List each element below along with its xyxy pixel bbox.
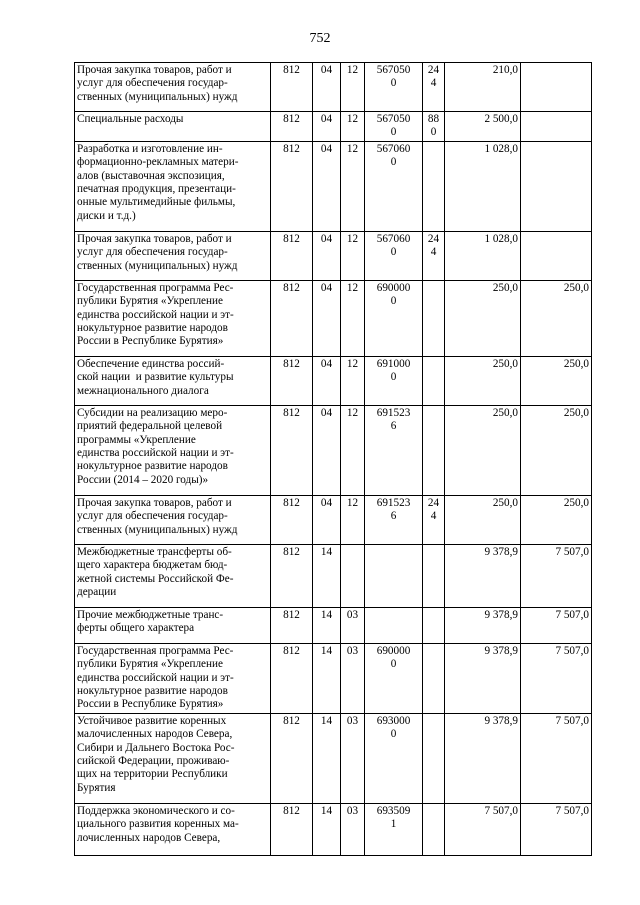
row-name-text: Поддержка экономического и со- циального развития коренных ма- лочисленных народов Севера, [77,804,239,844]
budget-table [74,62,592,856]
row-section-code-text: 14 [320,714,333,727]
row-amount-2-text: 7 507,0 [555,644,589,657]
row-subsection-code-text: 12 [346,232,359,245]
row-subsection-code-text: 12 [346,142,359,155]
row-subsection-code-text: 03 [346,608,359,621]
table-row [75,607,592,643]
row-expense-type-code [423,643,445,713]
row-name-text: Субсидии на реализацию меро- приятий федеральной целевой программы «Укрепление единства российской нации и эт- нокультурное развитие народов России (2014 – 2020 годы)» [77,406,234,486]
row-grbs-code-text: 812 [283,804,300,817]
row-name-text: Прочая закупка товаров, работ и услуг для обеспечения государ- ственных (муниципальных) нужд [77,232,238,272]
row-amount-1 [445,231,521,280]
table-row [75,231,592,280]
row-section-code [313,112,341,142]
row-grbs-code [271,803,313,855]
row-amount-1 [445,495,521,544]
row-subsection-code [341,63,365,112]
row-grbs-code [271,643,313,713]
row-subsection-code [341,112,365,142]
row-section-code [313,495,341,544]
row-grbs-code-text: 812 [283,232,300,245]
row-grbs-code [271,713,313,803]
row-expense-type-code-text: 24 4 [427,232,440,259]
table-row [75,495,592,544]
row-section-code-text: 04 [320,64,333,76]
row-amount-2 [521,803,592,855]
row-target-article-code-text: 691523 6 [376,496,411,523]
row-amount-1 [445,280,521,356]
row-section-code-text: 04 [320,406,333,419]
row-expense-type-code [423,544,445,607]
row-amount-1-text: 1 028,0 [484,142,518,155]
row-amount-1-text: 1 028,0 [484,232,518,245]
table-row [75,112,592,142]
row-amount-1-text: 9 378,9 [484,714,518,727]
row-grbs-code-text: 812 [283,608,300,621]
row-expense-type-code-text: 88 0 [427,113,440,139]
table-row [75,63,592,112]
table-row [75,713,592,803]
row-subsection-code [341,405,365,495]
row-amount-1-text: 250,0 [492,406,518,419]
row-name-text: Государственная программа Рес- публики Бурятия «Укрепление единства российской нации и эт- нокультурное развитие народов России в Республике Бурятия» [77,644,234,711]
row-subsection-code [341,495,365,544]
row-section-code-text: 04 [320,142,333,155]
row-subsection-code-text: 12 [346,357,359,370]
row-subsection-code-text: 12 [346,64,359,76]
row-expense-type-code [423,141,445,231]
row-section-code-text: 04 [320,357,333,370]
row-amount-2-text: 250,0 [563,281,589,294]
row-subsection-code [341,280,365,356]
row-target-article-code [365,495,423,544]
row-amount-2 [521,280,592,356]
table-row [75,141,592,231]
row-amount-2 [521,112,592,142]
row-amount-1-text: 9 378,9 [484,608,518,621]
row-name-text: Прочие межбюджетные транс- ферты общего характера [77,608,224,635]
row-target-article-code-text: 693509 1 [376,804,411,831]
row-target-article-code [365,356,423,405]
row-section-code-text: 14 [320,644,333,657]
row-subsection-code [341,803,365,855]
row-grbs-code [271,112,313,142]
row-section-code-text: 14 [320,545,333,558]
row-subsection-code-text: 03 [346,644,359,657]
row-amount-1-text: 250,0 [492,281,518,294]
row-expense-type-code [423,231,445,280]
row-grbs-code [271,63,313,112]
row-grbs-code [271,405,313,495]
table-row [75,544,592,607]
row-grbs-code-text: 812 [283,357,300,370]
row-target-article-code [365,112,423,142]
row-name [75,141,271,231]
row-target-article-code [365,713,423,803]
budget-table-body [75,63,592,856]
row-section-code-text: 14 [320,608,333,621]
table-row [75,356,592,405]
row-amount-1-text: 2 500,0 [484,113,518,125]
row-amount-2-text: 7 507,0 [555,804,589,817]
row-grbs-code-text: 812 [283,406,300,419]
row-amount-1 [445,356,521,405]
row-grbs-code [271,495,313,544]
row-section-code [313,63,341,112]
row-subsection-code [341,544,365,607]
row-amount-1 [445,112,521,142]
row-expense-type-code [423,713,445,803]
row-name-text: Обеспечение единства россий- ской нации и развитие культуры межнационального диалога [77,357,234,397]
row-amount-1 [445,803,521,855]
row-amount-1 [445,607,521,643]
row-target-article-code [365,803,423,855]
row-name [75,643,271,713]
row-section-code [313,643,341,713]
row-amount-1 [445,643,521,713]
row-section-code [313,280,341,356]
row-grbs-code [271,356,313,405]
row-subsection-code-text: 03 [346,714,359,727]
row-expense-type-code [423,280,445,356]
row-expense-type-code [423,495,445,544]
table-row [75,405,592,495]
row-section-code [313,356,341,405]
row-target-article-code-text: 691000 0 [376,357,411,384]
row-section-code-text: 14 [320,804,333,817]
row-grbs-code [271,280,313,356]
row-name-text: Разработка и изготовление ин- формационно-рекламных матери- алов (выставочная экспозиция, печатная продукция, презентаци- онные мультимедийные фильмы, диски и т.д.) [77,142,239,222]
row-target-article-code-text: 567050 0 [376,113,411,139]
row-grbs-code-text: 812 [283,545,300,558]
row-target-article-code [365,231,423,280]
row-target-article-code [365,141,423,231]
row-grbs-code-text: 812 [283,496,300,509]
table-row [75,803,592,855]
row-amount-2 [521,141,592,231]
row-name [75,280,271,356]
row-grbs-code-text: 812 [283,113,300,125]
row-amount-1-text: 7 507,0 [484,804,518,817]
row-target-article-code [365,643,423,713]
row-amount-2 [521,356,592,405]
row-name [75,607,271,643]
row-expense-type-code [423,356,445,405]
row-target-article-code-text: 567060 0 [376,142,411,169]
row-target-article-code [365,405,423,495]
row-amount-1 [445,544,521,607]
table-row [75,280,592,356]
row-subsection-code-text: 12 [346,496,359,509]
row-grbs-code [271,141,313,231]
row-target-article-code [365,63,423,112]
row-grbs-code [271,231,313,280]
row-amount-2 [521,713,592,803]
row-target-article-code-text: 693000 0 [376,714,411,741]
row-target-article-code [365,544,423,607]
row-grbs-code-text: 812 [283,142,300,155]
row-name [75,356,271,405]
row-subsection-code [341,356,365,405]
row-amount-2 [521,495,592,544]
row-amount-2-text: 7 507,0 [555,714,589,727]
row-subsection-code-text: 12 [346,281,359,294]
row-amount-1-text: 210,0 [492,64,518,76]
row-subsection-code [341,141,365,231]
row-amount-1-text: 250,0 [492,496,518,509]
row-expense-type-code [423,405,445,495]
row-section-code [313,544,341,607]
row-amount-1-text: 9 378,9 [484,545,518,558]
row-section-code [313,141,341,231]
row-subsection-code [341,607,365,643]
row-name [75,112,271,142]
page-number: 752 [309,31,331,46]
row-subsection-code-text: 12 [346,113,359,125]
row-section-code-text: 04 [320,232,333,245]
row-name-text: Межбюджетные трансферты об- щего характера бюджетам бюд- жетной системы Российской Фе- дерации [77,545,234,599]
row-grbs-code-text: 812 [283,644,300,657]
row-amount-2-text: 250,0 [563,496,589,509]
row-amount-2-text: 7 507,0 [555,608,589,621]
row-section-code-text: 04 [320,281,333,294]
row-amount-2-text: 250,0 [563,406,589,419]
row-amount-2 [521,63,592,112]
row-amount-2-text: 250,0 [563,357,589,370]
row-subsection-code-text: 12 [346,406,359,419]
row-target-article-code [365,607,423,643]
row-amount-2 [521,544,592,607]
row-grbs-code-text: 812 [283,64,300,76]
row-subsection-code [341,643,365,713]
table-row [75,643,592,713]
row-name-text: Прочая закупка товаров, работ и услуг для обеспечения государ- ственных (муниципальных) нужд [77,64,238,103]
row-section-code [313,713,341,803]
row-name-text: Государственная программа Рес- публики Бурятия «Укрепление единства российской нации и эт- нокультурное развитие народов России в Республике Бурятия» [77,281,234,348]
row-amount-1 [445,405,521,495]
row-amount-1-text: 250,0 [492,357,518,370]
row-name-text: Специальные расходы [77,113,184,125]
row-section-code [313,803,341,855]
row-expense-type-code [423,607,445,643]
row-amount-1 [445,713,521,803]
row-target-article-code-text: 690000 0 [376,281,411,308]
row-section-code [313,405,341,495]
row-name [75,544,271,607]
row-name [75,63,271,112]
row-grbs-code [271,607,313,643]
row-amount-1 [445,141,521,231]
row-name [75,495,271,544]
row-section-code [313,607,341,643]
row-amount-1 [445,63,521,112]
row-section-code-text: 04 [320,496,333,509]
row-name [75,803,271,855]
row-expense-type-code [423,803,445,855]
row-name [75,231,271,280]
row-target-article-code-text: 567060 0 [376,232,411,259]
row-subsection-code [341,231,365,280]
row-name [75,713,271,803]
row-section-code-text: 04 [320,113,333,125]
row-expense-type-code [423,63,445,112]
row-name [75,405,271,495]
row-expense-type-code [423,112,445,142]
row-section-code [313,231,341,280]
row-target-article-code [365,280,423,356]
row-grbs-code [271,544,313,607]
row-grbs-code-text: 812 [283,714,300,727]
row-name-text: Устойчивое развитие коренных малочисленных народов Севера, Сибири и Дальнего Востока Рос- сийской Федерации, проживаю- щих на территории Республики Бурятия [77,714,235,794]
row-amount-2 [521,607,592,643]
row-expense-type-code-text: 24 4 [427,64,440,90]
row-subsection-code-text: 03 [346,804,359,817]
row-amount-2 [521,405,592,495]
row-name-text: Прочая закупка товаров, работ и услуг для обеспечения государ- ственных (муниципальных) нужд [77,496,238,536]
row-expense-type-code-text: 24 4 [427,496,440,523]
row-target-article-code-text: 691523 6 [376,406,411,433]
row-amount-1-text: 9 378,9 [484,644,518,657]
row-amount-2-text: 7 507,0 [555,545,589,558]
row-subsection-code [341,713,365,803]
row-grbs-code-text: 812 [283,281,300,294]
row-target-article-code-text: 690000 0 [376,644,411,671]
row-amount-2 [521,643,592,713]
row-target-article-code-text: 567050 0 [376,64,411,90]
row-amount-2 [521,231,592,280]
